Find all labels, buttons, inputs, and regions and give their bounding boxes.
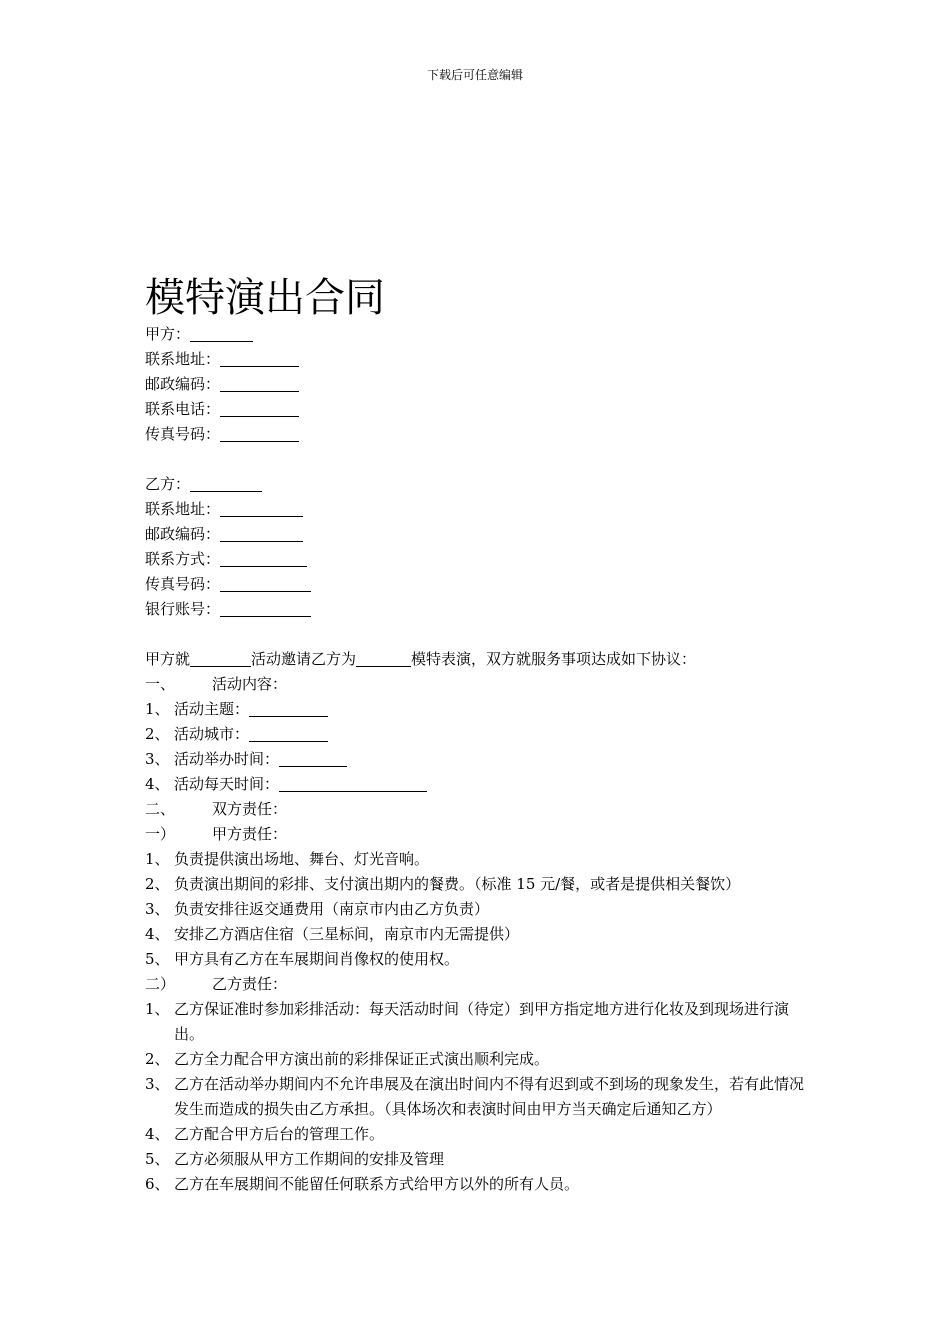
intro-text-3: 模特表演，双方就服务事项达成如下协议： xyxy=(411,650,697,668)
item-text: 乙方配合甲方后台的管理工作。 xyxy=(174,1125,385,1143)
party-b-fax-label: 传真号码： xyxy=(145,575,221,593)
spacer xyxy=(145,622,815,647)
item-text: 活动主题： xyxy=(174,700,250,718)
item-text: 活动每天时间： xyxy=(174,775,280,793)
item-number: 4、 xyxy=(145,925,170,943)
item-number: 4、 xyxy=(145,775,170,793)
list-item xyxy=(145,1072,815,1122)
item-text-wrap xyxy=(174,697,815,722)
item-number: 1、 xyxy=(145,700,170,718)
item-text: 负责安排往返交通费用（南京市内由乙方负责） xyxy=(174,900,490,918)
item-text: 活动举办时间： xyxy=(174,750,280,768)
party-a-name-label: 甲方： xyxy=(145,325,191,343)
party-a-fax-blank[interactable] xyxy=(220,425,299,442)
event-date-blank[interactable] xyxy=(279,750,347,767)
item-number: 3、 xyxy=(145,900,170,918)
performance-type-blank[interactable] xyxy=(356,650,411,667)
contract-body xyxy=(145,322,815,1197)
list-item xyxy=(145,947,815,972)
item-number: 1、 xyxy=(145,1000,170,1018)
item-number: 6、 xyxy=(145,1175,170,1193)
party-b-address-line xyxy=(145,497,815,522)
list-item xyxy=(145,722,815,747)
subsection-number: 二） xyxy=(145,975,176,993)
event-name-blank[interactable] xyxy=(190,650,251,667)
item-number: 3、 xyxy=(145,750,170,768)
subsection-heading-b xyxy=(145,972,815,997)
party-b-postal-line xyxy=(145,522,815,547)
item-number: 2、 xyxy=(145,875,170,893)
party-b-bank-label: 银行账号： xyxy=(145,600,221,618)
party-b-contact-line xyxy=(145,547,815,572)
item-text: 活动城市： xyxy=(174,725,250,743)
party-a-name-line xyxy=(145,322,815,347)
party-a-phone-blank[interactable] xyxy=(220,400,299,417)
theme-blank[interactable] xyxy=(249,700,328,717)
intro-text-1: 甲方就 xyxy=(145,650,191,668)
section-heading-2 xyxy=(145,797,815,822)
item-text-wrap xyxy=(174,747,815,772)
party-b-address-label: 联系地址： xyxy=(145,500,221,518)
party-a-address-line xyxy=(145,347,815,372)
intro-text-2: 活动邀请乙方为 xyxy=(251,650,357,668)
list-item xyxy=(145,922,815,947)
list-item xyxy=(145,847,815,872)
party-a-address-label: 联系地址： xyxy=(145,350,221,368)
party-b-bank-line xyxy=(145,597,815,622)
section-number: 二、 xyxy=(145,800,176,818)
party-b-name-label: 乙方： xyxy=(145,475,191,493)
party-a-postal-label: 邮政编码： xyxy=(145,375,221,393)
item-number: 3、 xyxy=(145,1075,170,1093)
subsection-number: 一） xyxy=(145,825,176,843)
party-b-contact-label: 联系方式： xyxy=(145,550,221,568)
item-number: 5、 xyxy=(145,950,170,968)
item-number: 1、 xyxy=(145,850,170,868)
item-text: 甲方具有乙方在车展期间肖像权的使用权。 xyxy=(174,950,460,968)
party-a-address-blank[interactable] xyxy=(220,350,299,367)
section-title: 活动内容： xyxy=(212,675,288,693)
item-text: 负责演出期间的彩排、支付演出期内的餐费。（标准 15 元/餐，或者是提供相关餐饮） xyxy=(174,875,741,893)
item-number: 2、 xyxy=(145,725,170,743)
intro-paragraph xyxy=(145,647,815,672)
list-item xyxy=(145,1172,815,1197)
item-text-wrap xyxy=(174,772,815,797)
party-b-contact-blank[interactable] xyxy=(220,550,307,567)
party-b-postal-label: 邮政编码： xyxy=(145,525,221,543)
party-a-phone-label: 联系电话： xyxy=(145,400,221,418)
list-item xyxy=(145,747,815,772)
subsection-title: 乙方责任： xyxy=(212,975,288,993)
party-a-postal-blank[interactable] xyxy=(220,375,299,392)
list-item xyxy=(145,772,815,797)
party-b-name-line xyxy=(145,472,815,497)
party-a-fax-line xyxy=(145,422,815,447)
party-b-fax-blank[interactable] xyxy=(220,575,311,592)
list-item xyxy=(145,1122,815,1147)
party-a-phone-line xyxy=(145,397,815,422)
list-item xyxy=(145,997,815,1047)
item-text: 乙方在活动举办期间内不允许串展及在演出时间内不得有迟到或不到场的现象发生，若有此情况发生而造成的损失由乙方承担。（具体场次和表演时间由甲方当天确定后通知乙方） xyxy=(174,1075,805,1118)
item-text: 安排乙方酒店住宿（三星标间，南京市内无需提供） xyxy=(174,925,520,943)
item-text: 乙方在车展期间不能留任何联系方式给甲方以外的所有人员。 xyxy=(174,1175,580,1193)
item-text: 乙方必须服从甲方工作期间的安排及管理 xyxy=(174,1150,445,1168)
party-b-bank-blank[interactable] xyxy=(220,600,311,617)
document-title: 模特演出合同 xyxy=(145,275,385,321)
daily-time-blank[interactable] xyxy=(279,775,427,792)
party-a-postal-line xyxy=(145,372,815,397)
party-a-fax-label: 传真号码： xyxy=(145,425,221,443)
list-item xyxy=(145,697,815,722)
party-b-postal-blank[interactable] xyxy=(220,525,303,542)
item-text-wrap xyxy=(174,722,815,747)
item-number: 4、 xyxy=(145,1125,170,1143)
item-number: 5、 xyxy=(145,1150,170,1168)
section-title: 双方责任： xyxy=(212,800,288,818)
list-item xyxy=(145,872,815,897)
item-text: 乙方全力配合甲方演出前的彩排保证正式演出顺利完成。 xyxy=(174,1050,550,1068)
party-a-name-blank[interactable] xyxy=(190,325,253,342)
item-number: 2、 xyxy=(145,1050,170,1068)
list-item xyxy=(145,897,815,922)
item-text: 乙方保证准时参加彩排活动：每天活动时间（待定）到甲方指定地方进行化妆及到现场进行演出。 xyxy=(174,1000,790,1043)
page-header: 下载后可任意编辑 xyxy=(426,68,523,82)
list-item xyxy=(145,1147,815,1172)
list-item xyxy=(145,1047,815,1072)
party-b-name-blank[interactable] xyxy=(190,475,262,492)
section-number: 一、 xyxy=(145,675,176,693)
item-text: 负责提供演出场地、舞台、灯光音响。 xyxy=(174,850,430,868)
spacer xyxy=(145,447,815,472)
city-blank[interactable] xyxy=(249,725,328,742)
party-b-address-blank[interactable] xyxy=(220,500,303,517)
subsection-heading-a xyxy=(145,822,815,847)
section-heading-1 xyxy=(145,672,815,697)
subsection-title: 甲方责任： xyxy=(212,825,288,843)
party-b-fax-line xyxy=(145,572,815,597)
